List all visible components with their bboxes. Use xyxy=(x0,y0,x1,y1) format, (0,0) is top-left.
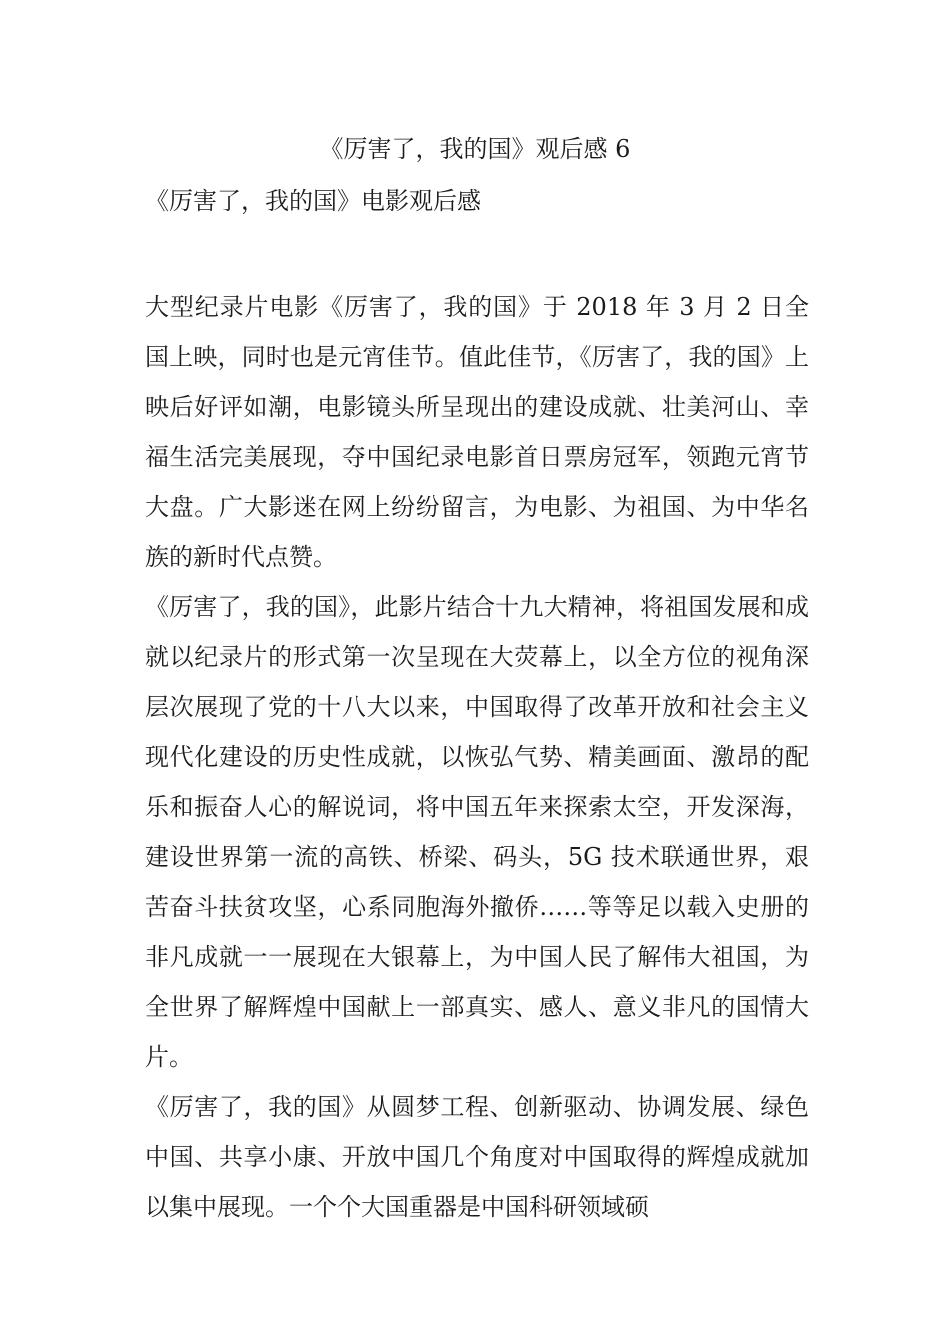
document-subtitle: 《厉害了，我的国》电影观后感 xyxy=(145,187,481,215)
document-title: 《厉害了，我的国》观后感 6 xyxy=(319,135,631,163)
document-body xyxy=(145,282,809,1232)
paragraph-2: 《厉害了，我的国》，此影片结合十九大精神，将祖国发展和成就以纪录片的形式第一次呈现在大荧幕上，以全方位的视角深层次展现了党的十八大以来，中国取得了改革开放和社会主义现代化建设的历史性成就，以恢弘气势、精美画面、激昂的配乐和振奋人心的解说词，将中国五年来探索太空，开发深海，建设世界第一流的高铁、桥梁、码头，5G 技术联通世界，艰苦奋斗扶贫攻坚，心系同胞海外撤侨……等等足以载入史册的非凡成就一一展现在大银幕上，为中国人民了解伟大祖国，为全世界了解辉煌中国献上一部真实、感人、意义非凡的国情大片。 xyxy=(145,593,809,1071)
paragraph-1: 大型纪录片电影《厉害了，我的国》于 2018 年 3 月 2 日全国上映，同时也是元宵佳节。值此佳节，《厉害了，我的国》上映后好评如潮，电影镜头所呈现出的建设成就、壮美河山、幸福生活完美展现，夺中国纪录电影首日票房冠军，领跑元宵节大盘。广大影迷在网上纷纷留言，为电影、为祖国、为中华名族的新时代点赞。 xyxy=(145,293,809,571)
paragraph-3: 《厉害了，我的国》从圆梦工程、创新驱动、协调发展、绿色中国、共享小康、开放中国几个角度对中国取得的辉煌成就加以集中展现。一个个大国重器是中国科研领域硕 xyxy=(145,1093,809,1221)
